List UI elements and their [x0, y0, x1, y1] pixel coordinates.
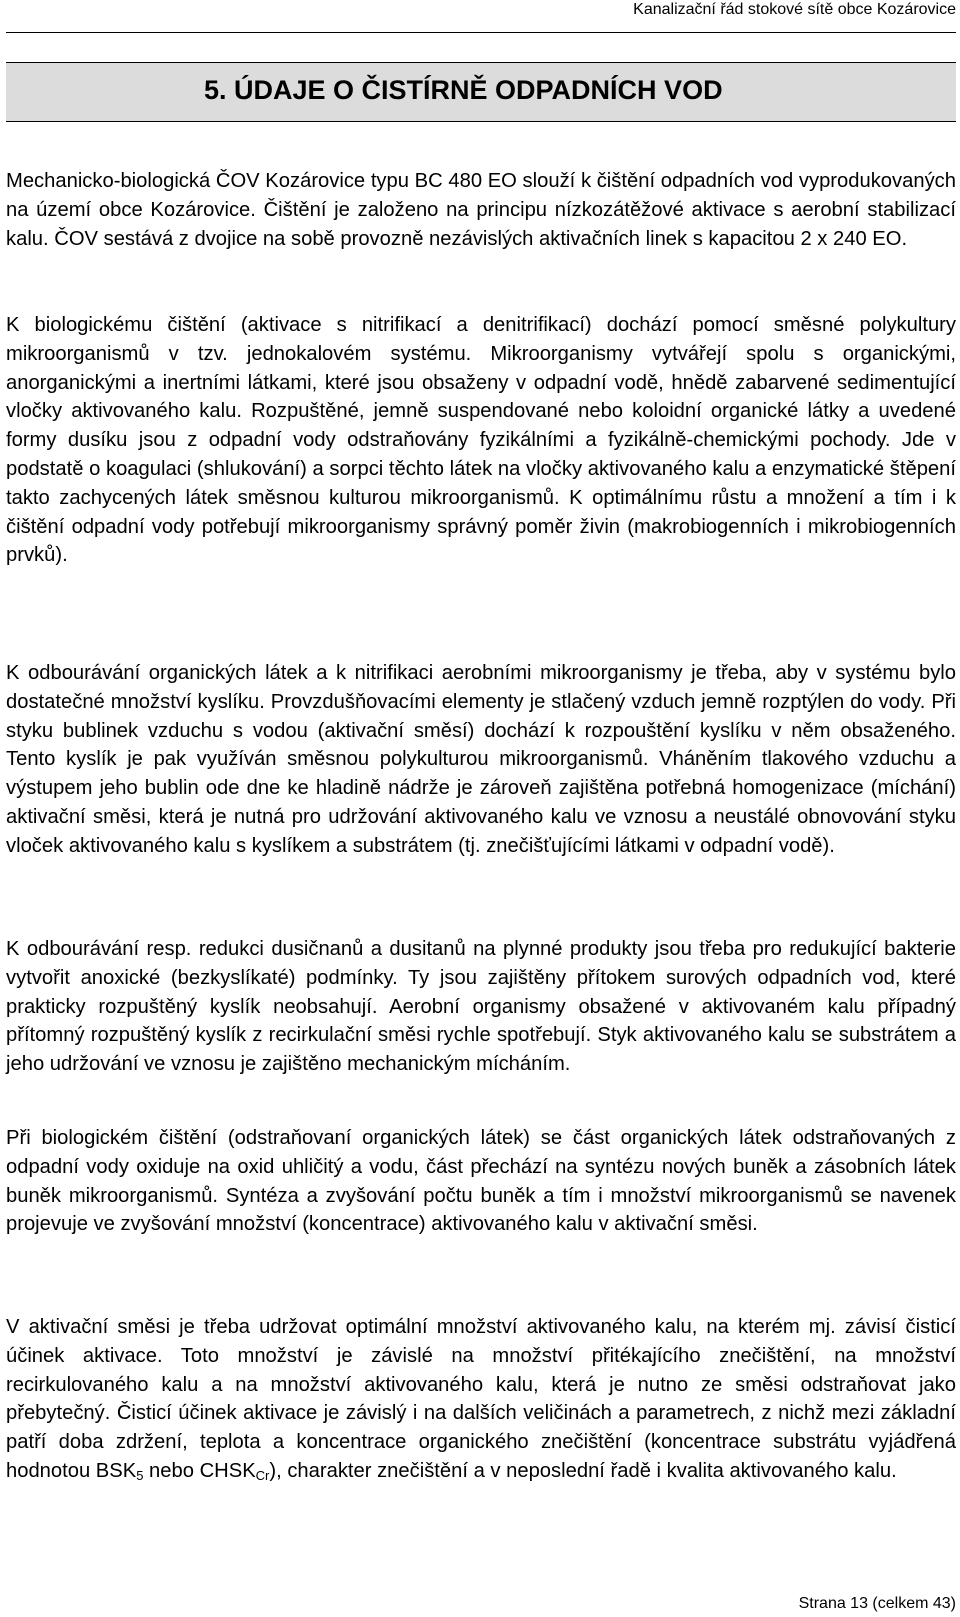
subscript-5: 5	[136, 1467, 144, 1483]
subscript-cr: Cr	[255, 1467, 270, 1483]
page-header	[6, 0, 956, 33]
paragraph-3: K odbourávání organických látek a k nitrifikaci aerobními mikroorganismy je třeba, aby v systému bylo dostatečné množství kyslíku. Provzdušňovacími elementy je stlačený vzduch jemně rozptýlen do vody. Při styku bublinek vzduchu s vodou (aktivační směsí) dochází k rozpouštění kyslíku v něm obsaženého. Tento kyslík je pak využíván směsnou polykulturou mikroorganismů. Vháněním tlakového vzduchu a výstupem jeho bublin ode dne ke hladině nádrže je zároveň zajištěna potřebná homogenizace (míchání) aktivační směsi, která je nutná pro udržování aktivovaného kalu ve vznosu a neustálé obnovování styku vloček aktivovaného kalu s kyslíkem a substrátem (tj. znečišťujícími látkami v odpadní vodě).	[6, 662, 956, 857]
paragraph-5: Při biologickém čištění (odstraňovaní organických látek) se část organických látek odstraňovaných z odpadní vody oxiduje na oxid uhličitý a vodu, část přechází na syntézu nových buněk a zásobních látek buněk mikroorganismů. Syntéza a zvyšování počtu buněk a tím i množství mikroorganismů se navenek projevuje ve zvyšování množství (koncentrace) aktivovaného kalu v aktivační směsi.	[6, 1127, 956, 1236]
paragraph-2: K biologickému čištění (aktivace s nitrifikací a denitrifikací) dochází pomocí směsné polykultury mikroorganismů v tzv. jednokalovém systému. Mikroorganismy vytvářejí spolu s organickými, anorganickými a inertními látkami, které jsou obsaženy v odpadní vodě, hnědě zabarvené sedimentující vločky aktivovaného kalu. Rozpuštěné, jemně suspendované nebo koloidní organické látky a uvedené formy dusíku jsou z odpadní vody odstraňovány fyzikálními a fyzikálně-chemickými pochody. Jde v podstatě o koagulaci (shlukování) a sorpci těchto látek na vločky aktivovaného kalu a enzymatické štěpení takto zachycených látek směsnou kulturou mikroorganismů. K optimálnímu růstu a množení a tím i k čištění odpadní vody potřebují mikroorganismy správný poměr živin (makrobiogenních i mikrobiogenních prvků).	[6, 314, 956, 567]
section-title-bar	[6, 62, 956, 122]
paragraph-6-text-c: ), charakter znečištění a v neposlední řadě i kvalita aktivovaného kalu.	[269, 1459, 897, 1482]
paragraph-4: K odbourávání resp. redukci dusičnanů a dusitanů na plynné produkty jsou třeba pro redukující bakterie vytvořit anoxické (bezkyslíkaté) podmínky. Ty jsou zajištěny přítokem surových odpadních vod, které prakticky rozpuštěný kyslík neobsahují. Aerobní organismy obsažené v aktivovaném kalu případný přítomný rozpuštěný kyslík z recirkulační směsi rychle spotřebují. Styk aktivovaného kalu se substrátem a jeho udržování ve vznosu je zajištěno mechanickým mícháním.	[6, 938, 956, 1076]
paragraph-6	[6, 1313, 956, 1486]
section-title: 5. ÚDAJE O ČISTÍRNĚ ODPADNÍCH VOD	[204, 75, 723, 105]
paragraph-1: Mechanicko-biologická ČOV Kozárovice typu BC 480 EO slouží k čištění odpadních vod vyprodukovaných na území obce Kozárovice. Čištění je založeno na principu nízkozátěžové aktivace s aerobní stabilizací kalu. ČOV sestává z dvojice na sobě provozně nezávislých aktivačních linek s kapacitou 2 x 240 EO.	[6, 170, 956, 250]
header-title: Kanalizační řád stokové sítě obce Kozárovice	[633, 1, 956, 18]
paragraph-6-text-b: nebo CHSK	[143, 1459, 256, 1482]
page-number: Strana 13 (celkem 43)	[798, 1595, 956, 1612]
paragraph-6-text-a: V aktivační směsi je třeba udržovat optimální množství aktivovaného kalu, na kterém mj. závisí čisticí účinek aktivace. Toto množství je závislé na množství přitékajícího znečištění, na množství recirkulovaného kalu a na množství aktivovaného kalu, která je nutno ze směsi odstraňovat jako přebytečný. Čisticí účinek aktivace je závislý i na dalších veličinách a parametrech, z nichž mezi základní patří doba zdržení, teplota a koncentrace organického znečištění (koncentrace substrátu vyjádřená hodnotou BSK	[6, 1316, 956, 1482]
